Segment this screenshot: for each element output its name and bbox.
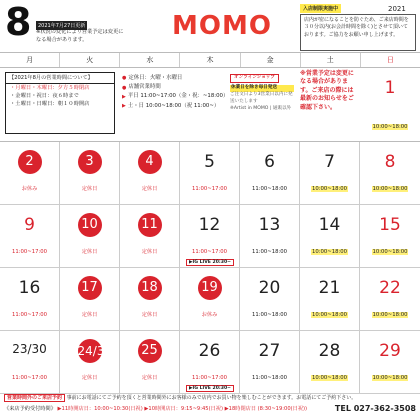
day-number: 6 — [264, 152, 275, 172]
day-cell[interactable] — [240, 205, 300, 268]
updated-label: 2021年7月27日更新 — [38, 23, 86, 29]
year-label: 2021 — [388, 5, 406, 13]
online-shop-info — [230, 74, 294, 112]
hours-info-title: 【2021年8月の営業時間について】 — [6, 73, 114, 84]
day-cell[interactable] — [180, 142, 240, 205]
closed-label: お休み — [201, 312, 218, 318]
reservation-18: ▶18時閉店日 (8:30~19:00(日祝)) — [224, 406, 308, 412]
day-number: 17 — [78, 276, 102, 300]
day-cell[interactable] — [240, 268, 300, 331]
day-number: 15 — [379, 215, 401, 235]
day-cell[interactable] — [120, 142, 180, 205]
day-cell[interactable] — [240, 142, 300, 205]
day-number: 26 — [198, 341, 221, 361]
day-cell[interactable] — [300, 331, 360, 394]
legend-weekend: ▶ 土・日 10:00~18:00（祝 11:00~） — [122, 102, 220, 109]
weekday-label: 金 — [241, 53, 301, 67]
day-cell[interactable] — [60, 205, 120, 268]
day-hours: 11:00~17:00 — [12, 312, 47, 318]
day-cell[interactable] — [300, 268, 360, 331]
day-hours: 10:00~18:00 — [372, 375, 408, 381]
day-cell[interactable] — [360, 68, 420, 142]
header — [0, 0, 420, 52]
day-hours: 10:00~18:00 — [312, 375, 347, 381]
weekday-label: 水 — [120, 53, 180, 67]
day-number: 11 — [138, 213, 162, 237]
closed-label: 定休日 — [81, 249, 98, 255]
day-hours: 11:00~18:00 — [252, 312, 287, 318]
day-hours: 11:00~17:00 — [192, 186, 227, 192]
day-number: 9 — [24, 215, 35, 235]
info-row — [0, 68, 420, 142]
closed-icon: ● — [122, 75, 127, 82]
weekday-header — [0, 52, 420, 68]
online-shop-note: ご注文日より3営業日以内に発送いたします — [230, 91, 293, 104]
day-number: 5 — [204, 152, 215, 172]
day-hours: 11:00~17:00 — [12, 375, 47, 381]
day-cell[interactable] — [60, 331, 120, 394]
legend-closed: ● 定休日：火曜・水曜日 — [122, 75, 183, 82]
day-cell[interactable] — [120, 205, 180, 268]
day-cell[interactable] — [240, 331, 300, 394]
schedule-notice: ※状況の変化により営業予定は変更になる場合があります。 — [36, 29, 124, 43]
day-number: 14 — [318, 215, 341, 235]
day-hours: 10:00~18:00 — [372, 124, 408, 130]
weekday-label: 土 — [301, 53, 361, 67]
day-number: 16 — [18, 278, 41, 298]
schedule-change-note: ※営業予定は変更になる場合があります。ご来店の際には最新のお知らせをご確認下さい。 — [300, 70, 354, 111]
reservation-label: 《来店予約受付時間》 — [4, 406, 56, 412]
weekday-label: 月 — [0, 53, 60, 67]
reservation-11: ▶11時開店日：10:00~10:30(日祝) — [57, 406, 143, 412]
day-hours: 11:00~18:00 — [252, 249, 287, 255]
weekday-icon: ▶ — [122, 93, 126, 100]
visit-time-notice: 店内が密になることを防ぐため、ご来店時間を３０分以内(お会計時間を除く)とさせて頂いております。ご協力をお願い申し上げます。 — [300, 14, 416, 51]
ig-live-tag[interactable]: ▶IG LIVE 20:30~ — [186, 385, 234, 392]
momo-logo — [172, 10, 272, 42]
phone-number[interactable]: TEL 027-362-3508 — [334, 404, 416, 413]
day-cell[interactable] — [300, 205, 360, 268]
day-cell[interactable] — [180, 268, 240, 331]
closed-label: 定休日 — [141, 249, 158, 255]
closed-label: 定休日 — [81, 186, 98, 192]
closing-icon: ● — [122, 84, 127, 91]
day-number: 20 — [258, 278, 281, 298]
day-number: 19 — [198, 276, 222, 300]
day-number: 13 — [258, 215, 281, 235]
day-number: 7 — [324, 152, 335, 172]
day-number: 4 — [138, 150, 162, 174]
closed-label: 定休日 — [141, 375, 158, 381]
logo-text: MOMO — [172, 11, 272, 41]
day-cell[interactable] — [0, 331, 60, 394]
day-hours: 11:00~17:00 — [12, 249, 47, 255]
hours-info-box — [5, 72, 115, 134]
day-hours: 11:00~18:00 — [252, 186, 287, 192]
weekday-label: 日 — [386, 56, 394, 64]
day-cell[interactable] — [0, 268, 60, 331]
day-number: 25 — [138, 339, 162, 363]
hours-line-weekend: ・土曜日・日曜日：朝１０時開店 — [10, 101, 90, 108]
day-number: 18 — [138, 276, 162, 300]
day-cell[interactable] — [300, 142, 360, 205]
closed-label: 定休日 — [141, 186, 158, 192]
day-cell[interactable] — [360, 331, 420, 394]
weekday-label: 木 — [180, 53, 240, 67]
day-hours: 10:00~18:00 — [372, 249, 408, 255]
entry-limit-badge: 入店制限実施中 — [300, 4, 341, 13]
reservation-10: ▶10時開店日：9:15~9:45(日祝) — [144, 406, 224, 412]
after-hours-info — [4, 395, 416, 402]
day-cell[interactable] — [60, 268, 120, 331]
day-number: 1 — [384, 78, 396, 98]
day-hours: 10:00~18:00 — [372, 186, 408, 192]
day-number: 24/31 — [78, 339, 102, 363]
day-number: 28 — [318, 341, 341, 361]
day-number: 10 — [78, 213, 102, 237]
day-cell[interactable] — [360, 142, 420, 205]
day-cell[interactable] — [360, 205, 420, 268]
online-shop-title[interactable]: オンラインショップ — [230, 74, 279, 83]
closed-label: お休み — [21, 186, 38, 192]
online-shop-shipping: 休業日を除き毎日発送 — [230, 85, 294, 92]
day-cell[interactable] — [120, 331, 180, 394]
online-shop-note-2: ※Artist in MOMO | 通販以外 — [230, 105, 292, 111]
month-number: 8 — [5, 0, 32, 44]
calendar-grid — [0, 52, 420, 68]
day-number: 29 — [379, 341, 401, 361]
weekend-icon: ▶ — [122, 102, 126, 109]
day-cell[interactable] — [120, 268, 180, 331]
weekday-label: 火 — [60, 53, 120, 67]
footer — [0, 394, 420, 420]
day-cell[interactable] — [0, 142, 60, 205]
day-cell[interactable] — [0, 205, 60, 268]
day-number: 2 — [18, 150, 42, 174]
ig-live-tag[interactable]: ▶IG LIVE 20:30~ — [186, 259, 234, 266]
closed-label: 定休日 — [81, 312, 98, 318]
day-number: 3 — [78, 150, 102, 174]
day-number: 8 — [384, 152, 396, 172]
day-cell[interactable] — [180, 205, 240, 268]
day-hours: 10:00~18:00 — [312, 312, 347, 318]
day-hours: 10:00~18:00 — [312, 186, 347, 192]
legend — [122, 74, 229, 111]
day-hours: 11:00~17:00 — [192, 249, 227, 255]
after-hours-title: 営業時間外のご来店予約 — [4, 394, 65, 402]
day-hours: 10:00~18:00 — [372, 312, 408, 318]
day-number: 22 — [379, 278, 401, 298]
day-hours: 10:00~18:00 — [312, 249, 347, 255]
day-cell[interactable] — [60, 142, 120, 205]
hours-line-mon-thu: ・月曜日・木曜日：夕方５時閉店 — [10, 85, 90, 92]
day-number: 12 — [198, 215, 221, 235]
day-cell[interactable] — [180, 331, 240, 394]
closed-label: 定休日 — [81, 375, 98, 381]
day-number: 21 — [318, 278, 341, 298]
day-number: 23/30 — [12, 342, 47, 356]
hours-line-fri: ・金曜日・祝日：夜６時まで — [10, 93, 79, 100]
day-hours: 11:00~18:00 — [252, 375, 287, 381]
legend-weekday: ▶ 平日 11:00~17:00（金・祝：~18:00） — [122, 93, 229, 100]
day-cell[interactable] — [360, 268, 420, 331]
legend-hours: ● 店舗営業時間 — [122, 84, 161, 91]
closed-label: 定休日 — [141, 312, 158, 318]
day-hours: 11:00~17:00 — [192, 375, 227, 381]
after-hours-desc: 事前にお電話にてご予約を頂くと営業時間外にお客様のみで店内でお買い物を楽しむことができます。お電話にてご予約下さい。 — [66, 395, 357, 401]
day-number: 27 — [258, 341, 281, 361]
